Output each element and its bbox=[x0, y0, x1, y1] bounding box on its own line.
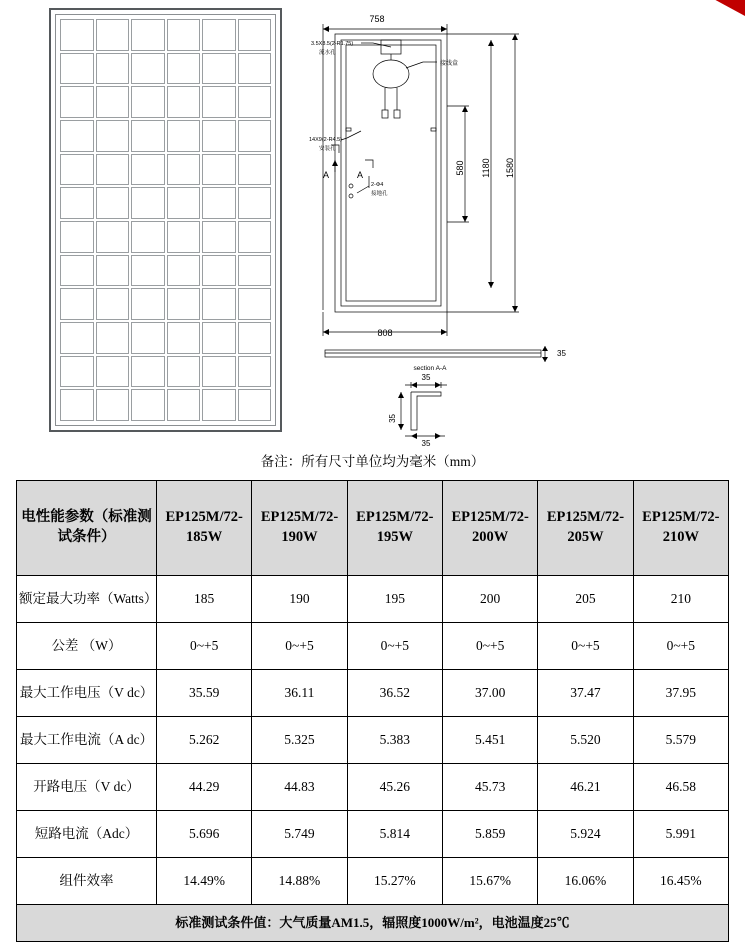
solar-cell bbox=[96, 19, 130, 51]
row-value: 185 bbox=[157, 576, 252, 623]
dim-height-inner: 580 bbox=[455, 160, 465, 176]
solar-cell bbox=[96, 322, 130, 354]
solar-cell bbox=[60, 356, 94, 388]
solar-cell bbox=[60, 221, 94, 253]
row-value: 5.749 bbox=[252, 811, 347, 858]
solar-cell bbox=[238, 356, 272, 388]
solar-cell bbox=[96, 356, 130, 388]
solar-cell bbox=[60, 322, 94, 354]
table-row bbox=[17, 811, 729, 858]
row-value: 5.579 bbox=[633, 717, 728, 764]
solar-cell bbox=[167, 53, 201, 85]
row-value: 37.95 bbox=[633, 670, 728, 717]
solar-cell bbox=[131, 288, 165, 320]
solar-cell bbox=[60, 53, 94, 85]
row-value: 44.29 bbox=[157, 764, 252, 811]
table-row bbox=[17, 623, 729, 670]
solar-cell bbox=[238, 288, 272, 320]
solar-cell bbox=[202, 288, 236, 320]
row-value: 200 bbox=[442, 576, 537, 623]
row-value: 36.52 bbox=[347, 670, 442, 717]
solar-cell bbox=[60, 154, 94, 186]
solar-cell bbox=[96, 53, 130, 85]
row-label: 最大工作电压（V dc） bbox=[17, 670, 157, 717]
solar-cell bbox=[238, 221, 272, 253]
row-value: 5.451 bbox=[442, 717, 537, 764]
row-value: 35.59 bbox=[157, 670, 252, 717]
solar-cell bbox=[131, 120, 165, 152]
row-label: 开路电压（V dc） bbox=[17, 764, 157, 811]
row-value: 15.27% bbox=[347, 858, 442, 905]
row-value: 46.21 bbox=[538, 764, 633, 811]
solar-cell bbox=[131, 154, 165, 186]
row-value: 5.924 bbox=[538, 811, 633, 858]
row-value: 0~+5 bbox=[157, 623, 252, 670]
row-value: 5.814 bbox=[347, 811, 442, 858]
solar-cell bbox=[238, 187, 272, 219]
solar-cell bbox=[202, 356, 236, 388]
header-model-6: EP125M/72-210W bbox=[633, 481, 728, 576]
solar-cell bbox=[60, 255, 94, 287]
header-model-1: EP125M/72-185W bbox=[157, 481, 252, 576]
solar-cell bbox=[131, 53, 165, 85]
row-value: 16.06% bbox=[538, 858, 633, 905]
callout-drain-hole: 流水孔 bbox=[319, 50, 336, 56]
stc-condition-note: 标准测试条件值：大气质量AM1.5，辐照度1000W/m²，电池温度25℃ bbox=[17, 905, 729, 942]
solar-cell bbox=[96, 86, 130, 118]
row-value: 190 bbox=[252, 576, 347, 623]
header-model-3: EP125M/72-195W bbox=[347, 481, 442, 576]
solar-cell bbox=[202, 255, 236, 287]
solar-cell bbox=[238, 389, 272, 421]
header-model-4: EP125M/72-200W bbox=[442, 481, 537, 576]
solar-cell bbox=[96, 154, 130, 186]
row-label: 短路电流（Adc） bbox=[17, 811, 157, 858]
solar-cell bbox=[96, 389, 130, 421]
solar-cell bbox=[96, 221, 130, 253]
row-value: 14.49% bbox=[157, 858, 252, 905]
callout-drain-hole-size: 3.5X8.5(2-R1.75) bbox=[311, 41, 354, 47]
row-value: 195 bbox=[347, 576, 442, 623]
technical-dimension-drawing bbox=[305, 10, 725, 448]
row-value: 5.325 bbox=[252, 717, 347, 764]
solar-cell bbox=[60, 86, 94, 118]
solar-cell bbox=[202, 187, 236, 219]
table-row bbox=[17, 858, 729, 905]
solar-cell bbox=[60, 288, 94, 320]
row-value: 0~+5 bbox=[347, 623, 442, 670]
solar-cell bbox=[131, 187, 165, 219]
solar-cell bbox=[60, 389, 94, 421]
solar-cell bbox=[60, 187, 94, 219]
solar-cell bbox=[60, 19, 94, 51]
row-value: 5.262 bbox=[157, 717, 252, 764]
solar-cell bbox=[167, 154, 201, 186]
dim-width-top: 758 bbox=[369, 14, 385, 24]
solar-cell bbox=[131, 322, 165, 354]
solar-cell bbox=[131, 389, 165, 421]
solar-cell bbox=[202, 322, 236, 354]
solar-cell bbox=[167, 120, 201, 152]
row-value: 16.45% bbox=[633, 858, 728, 905]
solar-cell bbox=[131, 19, 165, 51]
solar-cell bbox=[167, 356, 201, 388]
table-row bbox=[17, 576, 729, 623]
row-value: 5.991 bbox=[633, 811, 728, 858]
row-value: 36.11 bbox=[252, 670, 347, 717]
solar-cell bbox=[238, 322, 272, 354]
table-row bbox=[17, 717, 729, 764]
callout-ground-hole: 接地孔 bbox=[371, 191, 388, 197]
solar-cell bbox=[238, 154, 272, 186]
row-label: 额定最大功率（Watts） bbox=[17, 576, 157, 623]
solar-cell bbox=[202, 154, 236, 186]
electrical-specs-table bbox=[16, 480, 729, 942]
header-parameter: 电性能参数（标准测试条件） bbox=[17, 481, 157, 576]
callout-junction-box: 接线盒 bbox=[440, 61, 459, 67]
solar-cell bbox=[238, 53, 272, 85]
solar-cell bbox=[238, 86, 272, 118]
row-value: 0~+5 bbox=[538, 623, 633, 670]
row-value: 210 bbox=[633, 576, 728, 623]
row-value: 45.73 bbox=[442, 764, 537, 811]
row-value: 5.859 bbox=[442, 811, 537, 858]
row-value: 0~+5 bbox=[442, 623, 537, 670]
row-value: 5.520 bbox=[538, 717, 633, 764]
row-value: 44.83 bbox=[252, 764, 347, 811]
solar-cell bbox=[96, 120, 130, 152]
solar-cell bbox=[167, 288, 201, 320]
solar-cell-grid bbox=[60, 19, 271, 421]
dim-thickness: 35 bbox=[557, 349, 566, 358]
table-row bbox=[17, 764, 729, 811]
solar-cell bbox=[131, 356, 165, 388]
row-value: 5.383 bbox=[347, 717, 442, 764]
solar-cell bbox=[167, 19, 201, 51]
row-value: 46.58 bbox=[633, 764, 728, 811]
callout-mount-hole-size: 14X9(2-R4.5) bbox=[309, 137, 343, 143]
table-footer-row bbox=[17, 905, 729, 942]
row-value: 5.696 bbox=[157, 811, 252, 858]
row-value: 0~+5 bbox=[252, 623, 347, 670]
dim-width-bottom: 808 bbox=[377, 328, 393, 338]
solar-cell bbox=[202, 221, 236, 253]
solar-cell bbox=[60, 120, 94, 152]
row-value: 0~+5 bbox=[633, 623, 728, 670]
row-label: 最大工作电流（A dc） bbox=[17, 717, 157, 764]
dim-height-outer: 1580 bbox=[505, 157, 515, 179]
solar-cell bbox=[202, 389, 236, 421]
solar-cell bbox=[238, 120, 272, 152]
solar-cell bbox=[131, 221, 165, 253]
solar-cell bbox=[131, 86, 165, 118]
section-aa-label: section A-A bbox=[413, 365, 447, 372]
solar-cell bbox=[167, 187, 201, 219]
header-model-2: EP125M/72-190W bbox=[252, 481, 347, 576]
solar-cell bbox=[96, 187, 130, 219]
solar-cell bbox=[96, 288, 130, 320]
row-value: 15.67% bbox=[442, 858, 537, 905]
row-label: 公差 （W） bbox=[17, 623, 157, 670]
row-value: 37.00 bbox=[442, 670, 537, 717]
table-row bbox=[17, 670, 729, 717]
callout-mount-hole: 安装孔 bbox=[319, 146, 336, 152]
solar-cell bbox=[238, 255, 272, 287]
module-front-view-drawing bbox=[49, 8, 282, 432]
solar-cell bbox=[202, 120, 236, 152]
dim-profile-width-bottom: 35 bbox=[421, 439, 431, 448]
section-mark-a-right: A bbox=[357, 170, 364, 180]
solar-cell bbox=[96, 255, 130, 287]
dim-profile-height: 35 bbox=[388, 414, 397, 423]
solar-cell bbox=[167, 322, 201, 354]
dim-profile-width-top: 35 bbox=[421, 373, 431, 382]
drawings-section bbox=[0, 0, 745, 469]
row-value: 205 bbox=[538, 576, 633, 623]
callout-ground-hole-size: 2-Φ4 bbox=[371, 182, 384, 188]
row-value: 45.26 bbox=[347, 764, 442, 811]
solar-cell bbox=[238, 19, 272, 51]
solar-cell bbox=[167, 389, 201, 421]
solar-cell bbox=[167, 221, 201, 253]
table-header-row bbox=[17, 481, 729, 576]
solar-cell bbox=[167, 255, 201, 287]
solar-cell bbox=[202, 19, 236, 51]
header-model-5: EP125M/72-205W bbox=[538, 481, 633, 576]
drawing-note: 备注：所有尺寸单位均为毫米（mm） bbox=[260, 454, 485, 469]
row-value: 14.88% bbox=[252, 858, 347, 905]
solar-cell bbox=[202, 53, 236, 85]
dim-height-mid: 1180 bbox=[481, 158, 491, 178]
solar-cell bbox=[167, 86, 201, 118]
row-value: 37.47 bbox=[538, 670, 633, 717]
section-mark-a-left: A bbox=[323, 170, 330, 180]
solar-cell bbox=[131, 255, 165, 287]
solar-cell bbox=[202, 86, 236, 118]
row-label: 组件效率 bbox=[17, 858, 157, 905]
